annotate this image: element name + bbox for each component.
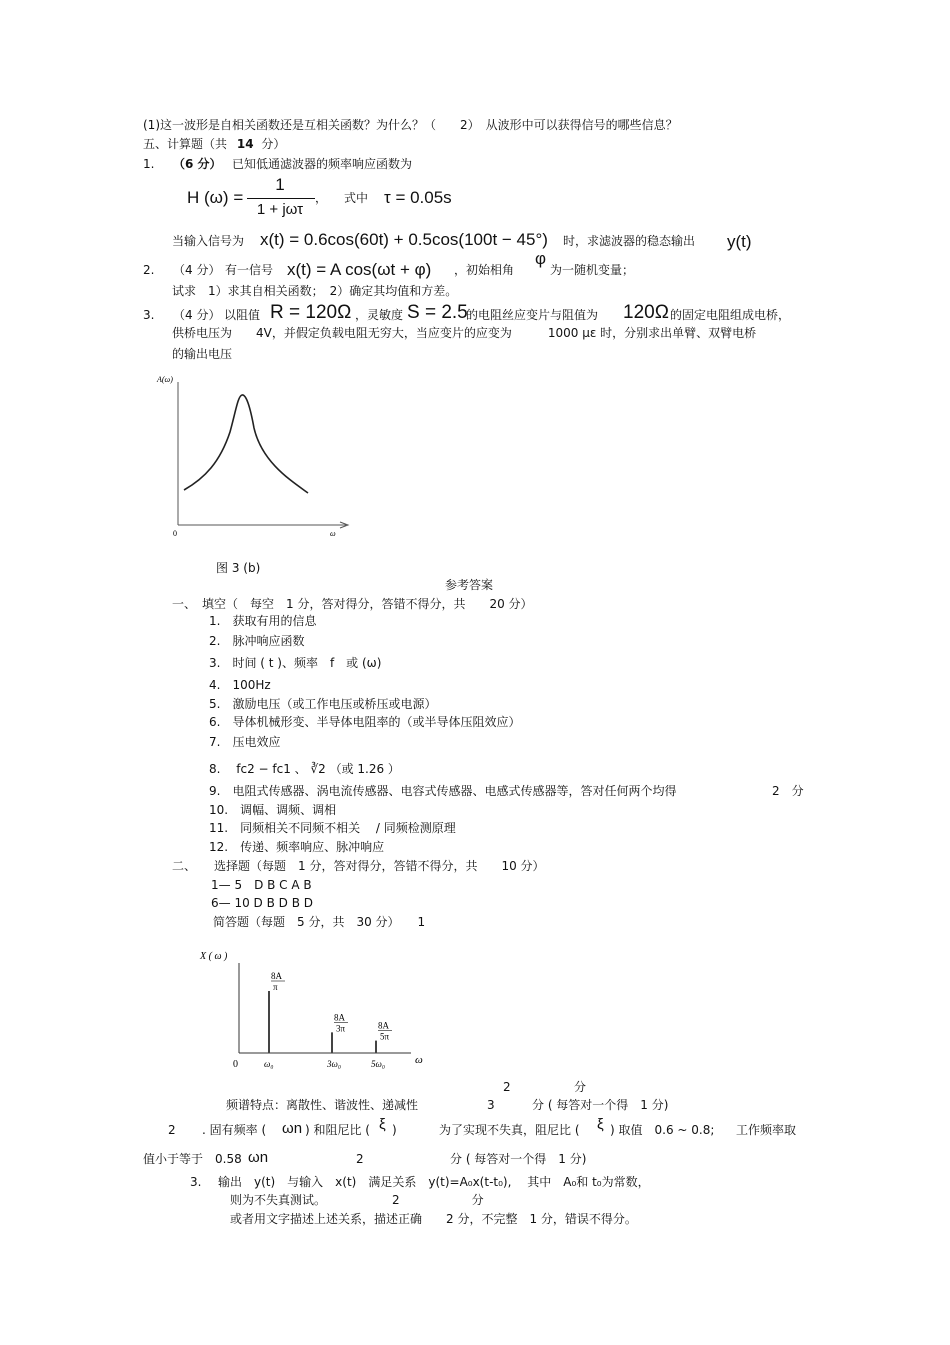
fill-answer-9-points: 2 分 [772, 784, 804, 798]
p1-input-label: 当输入信号为 [172, 234, 245, 248]
fill-answer-5: 5. 激励电压（或工作电压或桥压或电源） [209, 697, 437, 711]
a1-spectrum-features: 频谱特点：离散性、谐波性、递减性 [226, 1098, 419, 1112]
p1-numerator: 1 [275, 175, 285, 194]
figure-3b [150, 370, 350, 540]
a1-points-2-tail: 分 ( 每答对一个得 1 分) [532, 1098, 669, 1112]
a2-text-3: ) [392, 1123, 397, 1137]
p1-H-omega: H (ω) = [187, 188, 244, 207]
p1-comma: ， [315, 191, 328, 205]
a3-line-2: 则为不失真测试。 2 分 [230, 1193, 484, 1207]
a2-text-6: 工作频率取 [736, 1123, 797, 1137]
p2-phi: φ [535, 249, 547, 268]
fill-answer-3: 3. 时间 ( t )、频率 f 或 (ω) [209, 656, 382, 670]
section-2-heading: 二、 选择题（每题 1 分，答对得分，答错不得分，共 10 分） [172, 859, 545, 873]
a2-line-2b: 2 [356, 1152, 364, 1166]
p3-S: S = 2.5 [407, 302, 468, 323]
fill-answer-9: 9. 电阻式传感器、涡电流传感器、电容式传感器、电感式传感器等，答对任何两个均得 [209, 784, 677, 798]
spectrum-xlabel: ω [415, 1054, 423, 1066]
resonance-curve [184, 395, 308, 493]
p1-output-text: 时，求滤波器的稳态输出 [563, 234, 696, 248]
spectrum-bar-label-num-3: 8A [378, 1020, 389, 1031]
problem-3-points: （4 分） [173, 308, 221, 322]
spectrum-tick-3: 5ω₀ [371, 1059, 385, 1069]
a2-xi: ξ [379, 1116, 386, 1133]
problem-1-num: 1. [143, 157, 155, 171]
problem-2-points: （4 分） [173, 263, 221, 277]
section-5-tail: 分） [261, 137, 286, 151]
figure-caption: 图 3 (b) [216, 561, 261, 575]
problem-3-line-3: 的输出电压 [172, 347, 233, 361]
spectrum-bar-label-num-2: 8A [334, 1012, 345, 1023]
a2-xi-2: ξ [597, 1116, 604, 1133]
a2-text-1: . 固有频率 ( [202, 1123, 267, 1137]
spectrum-tick-1: ω₀ [264, 1059, 274, 1069]
fill-answer-7: 7. 压电效应 [209, 735, 281, 749]
fill-answer-11: 11. 同频相关不同频不相关 / 同频检测原理 [209, 821, 456, 835]
p1-where: 式中 [344, 191, 369, 205]
fill-answer-12: 12. 传递、频率响应、脉冲响应 [209, 840, 385, 854]
problem-3-text-1: 以阻值 [224, 308, 261, 322]
a1-points-unit: 分 [574, 1080, 587, 1094]
problem-3-text-4: 的固定电阻组成电桥， [670, 308, 791, 322]
section-5-points: 14 [236, 137, 254, 151]
problem-2-ask: 试求 1）求其自相关函数； 2）确定其均值和方差。 [172, 284, 458, 298]
a3-num: 3. [190, 1175, 202, 1189]
spectrum-ylabel: X ( ω ) [200, 951, 228, 962]
a2-omega-n-2: ωn [248, 1149, 269, 1166]
p2-phase-tail: 为一随机变量； [550, 263, 635, 277]
problem-3-num: 3. [143, 308, 155, 322]
p1-tau: τ = 0.05s [384, 188, 452, 207]
p3-R: R = 120Ω [270, 302, 352, 323]
answers-title: 参考答案 [445, 578, 494, 592]
a2-line-2a: 值小于等于 0.58 [143, 1152, 242, 1166]
fill-answer-6: 6. 导体机械形变、半导体电阻率的（或半导体压阻效应） [209, 715, 521, 729]
a2-omega-n: ωn [282, 1120, 303, 1137]
p1-y: y(t) [727, 232, 752, 251]
p1-denominator: 1 + jωτ [256, 201, 304, 218]
spectrum-bar-label-den-1: π [273, 982, 278, 992]
fig-xlabel: ω [330, 529, 336, 538]
question-intro: (1)这一波形是自相关函数还是互相关函数？为什么？（ 2） 从波形中可以获得信号的哪些信息？ [143, 118, 678, 132]
fill-answer-2: 2. 脉冲响应函数 [209, 634, 305, 648]
fig-origin: 0 [173, 529, 177, 538]
section-5-title: 五、计算题（共 [143, 137, 228, 151]
spectrum-figure [196, 945, 436, 1075]
fill-answer-4: 4. 100Hz [209, 678, 271, 692]
spectrum-bar-label-num-1: 8A [271, 971, 282, 981]
a2-text-5: ) 取值 0.6 ~ 0.8; [610, 1123, 715, 1137]
a3-line-3: 或者用文字描述上述关系，描述正确 2 分，不完整 1 分，错误不得分。 [230, 1212, 637, 1226]
p1-input-equation: x(t) = 0.6cos(60t) + 0.5cos(100t − 45°) [260, 230, 548, 249]
a2-text-4: 为了实现不失真，阻尼比 ( [439, 1123, 580, 1137]
p1-fraction-bar [247, 198, 315, 199]
a2-text-2: ) 和阻尼比 ( [305, 1123, 370, 1137]
a2-line-2c: 分 ( 每答对一个得 1 分) [450, 1152, 587, 1166]
problem-3-line-2: 供桥电压为 4V，并假定负载电阻无穷大，当应变片的应变为 1000 με 时，分别求出单臂、双臂电桥 [172, 326, 757, 340]
a1-points-2: 3 [487, 1098, 495, 1112]
p3-R2: 120Ω [623, 302, 669, 323]
fill-answer-10: 10. 调幅、调频、调相 [209, 803, 337, 817]
fig-ylabel: A(ω) [157, 375, 173, 384]
a1-points-num: 2 [503, 1080, 511, 1094]
a3-text: 输出 y(t) 与输入 x(t) 满足关系 y(t)=A₀x(t-t₀), 其中 A₀和 t₀为常数， [218, 1175, 650, 1189]
problem-1-text: 已知低通滤波器的频率响应函数为 [232, 157, 413, 171]
spectrum-tick-2: 3ω₀ [327, 1059, 341, 1069]
section-5-heading [143, 137, 285, 151]
section-3-heading: 简答题（每题 5 分，共 30 分） 1 [213, 915, 426, 929]
fill-answer-1: 1. 获取有用的信息 [209, 614, 317, 628]
choice-answers-6-10: 6— 10 D B D B D [211, 896, 313, 910]
spectrum-origin: 0 [233, 1059, 238, 1070]
spectrum-bar-label-den-2: 3π [336, 1023, 346, 1034]
problem-3-text-3: 的电阻丝应变片与阻值为 [466, 308, 599, 322]
choice-answers-1-5: 1— 5 D B C A B [211, 878, 312, 892]
spectrum-bar-label-den-3: 5π [380, 1031, 390, 1042]
p2-phase-text: ，初始相角 [454, 263, 515, 277]
problem-3-text-2: ，灵敏度 [355, 308, 404, 322]
p2-equation: x(t) = A cos(ωt + φ) [287, 260, 432, 279]
fill-answer-8: 8. fc2 − fc1 、 ∛2 （或 1.26 ） [209, 762, 400, 776]
problem-2-num: 2. [143, 263, 155, 277]
a2-num: 2 [168, 1123, 176, 1137]
section-1-heading: 一、 填空（ 每空 1 分，答对得分，答错不得分，共 20 分） [172, 597, 533, 611]
problem-1-points: （6 分） [173, 157, 222, 171]
problem-2-text: 有一信号 [225, 263, 274, 277]
